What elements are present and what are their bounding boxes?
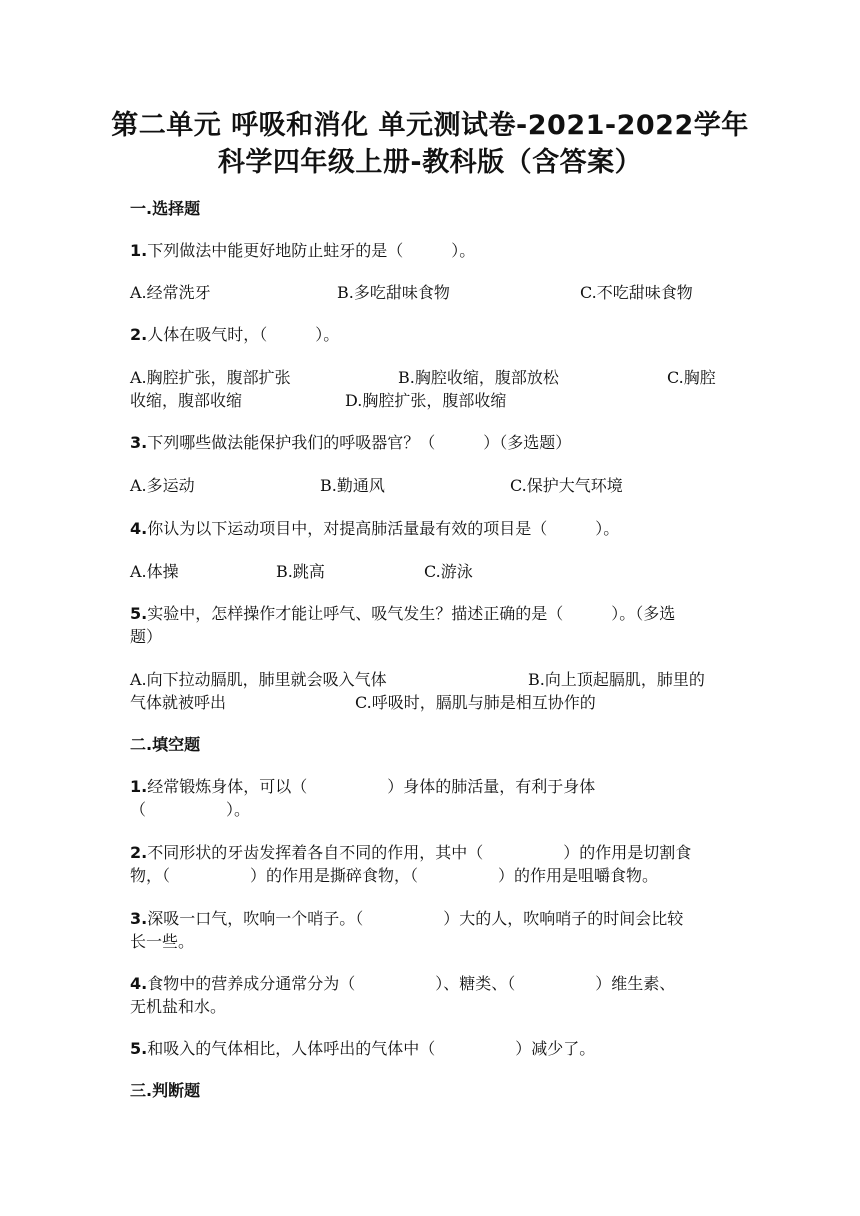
option-b: B.向上顶起膈肌，肺里的 bbox=[528, 670, 705, 689]
question-number: 5. bbox=[130, 604, 148, 623]
question-number: 4. bbox=[130, 974, 148, 993]
question-text: 经常锻炼身体，可以（ ）身体的肺活量，有利于身体 bbox=[147, 777, 596, 796]
option-b: B.胸腔收缩，腹部放松 bbox=[398, 368, 559, 387]
option-c: C.游泳 bbox=[424, 562, 473, 581]
fill-question-3 bbox=[130, 906, 683, 929]
question-2 bbox=[130, 322, 339, 345]
question-text: 食物中的营养成分通常分为（ ）、糖类、（ ）维生素、 bbox=[147, 974, 676, 993]
question-text-continued: 题） bbox=[130, 627, 163, 646]
question-text: 你认为以下运动项目中，对提高肺活量最有效的项目是（ ）。 bbox=[147, 519, 620, 538]
question-number: 1. bbox=[130, 777, 148, 796]
question-number: 5. bbox=[130, 1039, 148, 1058]
option-a: A.多运动 bbox=[130, 476, 195, 495]
question-4 bbox=[130, 516, 619, 539]
question-text: 深吸一口气，吹响一个哨子。（ ）大的人，吹响哨子的时间会比较 bbox=[147, 909, 684, 928]
document-title-line1: 第二单元 呼吸和消化 单元测试卷-2021-2022学年 bbox=[111, 110, 749, 141]
question-number: 4. bbox=[130, 519, 148, 538]
question-number: 1. bbox=[130, 241, 148, 260]
option-c: C.保护大气环境 bbox=[510, 476, 623, 495]
question-number: 3. bbox=[130, 433, 148, 452]
option-a: A.体操 bbox=[130, 562, 179, 581]
question-text: 下列做法中能更好地防止蛀牙的是（ ）。 bbox=[147, 241, 476, 260]
option-b-continued: 气体就被呼出 bbox=[130, 693, 227, 712]
option-b: B.跳高 bbox=[276, 562, 325, 581]
option-a: A.胸腔扩张，腹部扩张 bbox=[130, 368, 291, 387]
option-a: A.经常洗牙 bbox=[130, 283, 211, 302]
section-heading-fill: 二.填空题 bbox=[130, 735, 201, 754]
question-text-continued: 无机盐和水。 bbox=[130, 997, 227, 1016]
question-text: 人体在吸气时，（ ）。 bbox=[147, 325, 340, 344]
question-number: 2. bbox=[130, 843, 148, 862]
question-number: 2. bbox=[130, 325, 148, 344]
question-text: 下列哪些做法能保护我们的呼吸器官？（ ）（多选题） bbox=[147, 433, 572, 452]
option-b: B.勤通风 bbox=[320, 476, 385, 495]
section-heading-judge: 三.判断题 bbox=[130, 1081, 201, 1100]
option-c: C.不吃甜味食物 bbox=[580, 283, 693, 302]
option-c: C.胸腔 bbox=[667, 368, 716, 387]
option-c: C.呼吸时，膈肌与肺是相互协作的 bbox=[355, 693, 596, 712]
fill-question-1 bbox=[130, 774, 595, 797]
option-c-continued: 收缩，腹部收缩 bbox=[130, 391, 243, 410]
section-heading-choice: 一.选择题 bbox=[130, 199, 201, 218]
fill-question-2 bbox=[130, 840, 691, 863]
question-text: 实验中，怎样操作才能让呼气、吸气发生？描述正确的是（ ）。（多选 bbox=[147, 604, 676, 623]
fill-question-4 bbox=[130, 971, 675, 994]
question-text-continued: （ ）。 bbox=[130, 800, 251, 819]
fill-question-5 bbox=[130, 1036, 595, 1059]
question-3 bbox=[130, 430, 571, 453]
question-text: 和吸入的气体相比，人体呼出的气体中（ ）减少了。 bbox=[147, 1039, 596, 1058]
option-b: B.多吃甜味食物 bbox=[337, 283, 450, 302]
question-1 bbox=[130, 238, 475, 261]
question-text-continued: 物，（ ）的作用是撕碎食物，（ ）的作用是咀嚼食物。 bbox=[130, 866, 659, 885]
question-number: 3. bbox=[130, 909, 148, 928]
option-a: A.向下拉动膈肌，肺里就会吸入气体 bbox=[130, 670, 387, 689]
document-title-line2: 科学四年级上册-教科版（含答案） bbox=[217, 147, 643, 178]
question-text-continued: 长一些。 bbox=[130, 932, 195, 951]
question-text: 不同形状的牙齿发挥着各自不同的作用，其中（ ）的作用是切割食 bbox=[147, 843, 692, 862]
question-5 bbox=[130, 601, 675, 624]
option-d: D.胸腔扩张，腹部收缩 bbox=[345, 391, 507, 410]
